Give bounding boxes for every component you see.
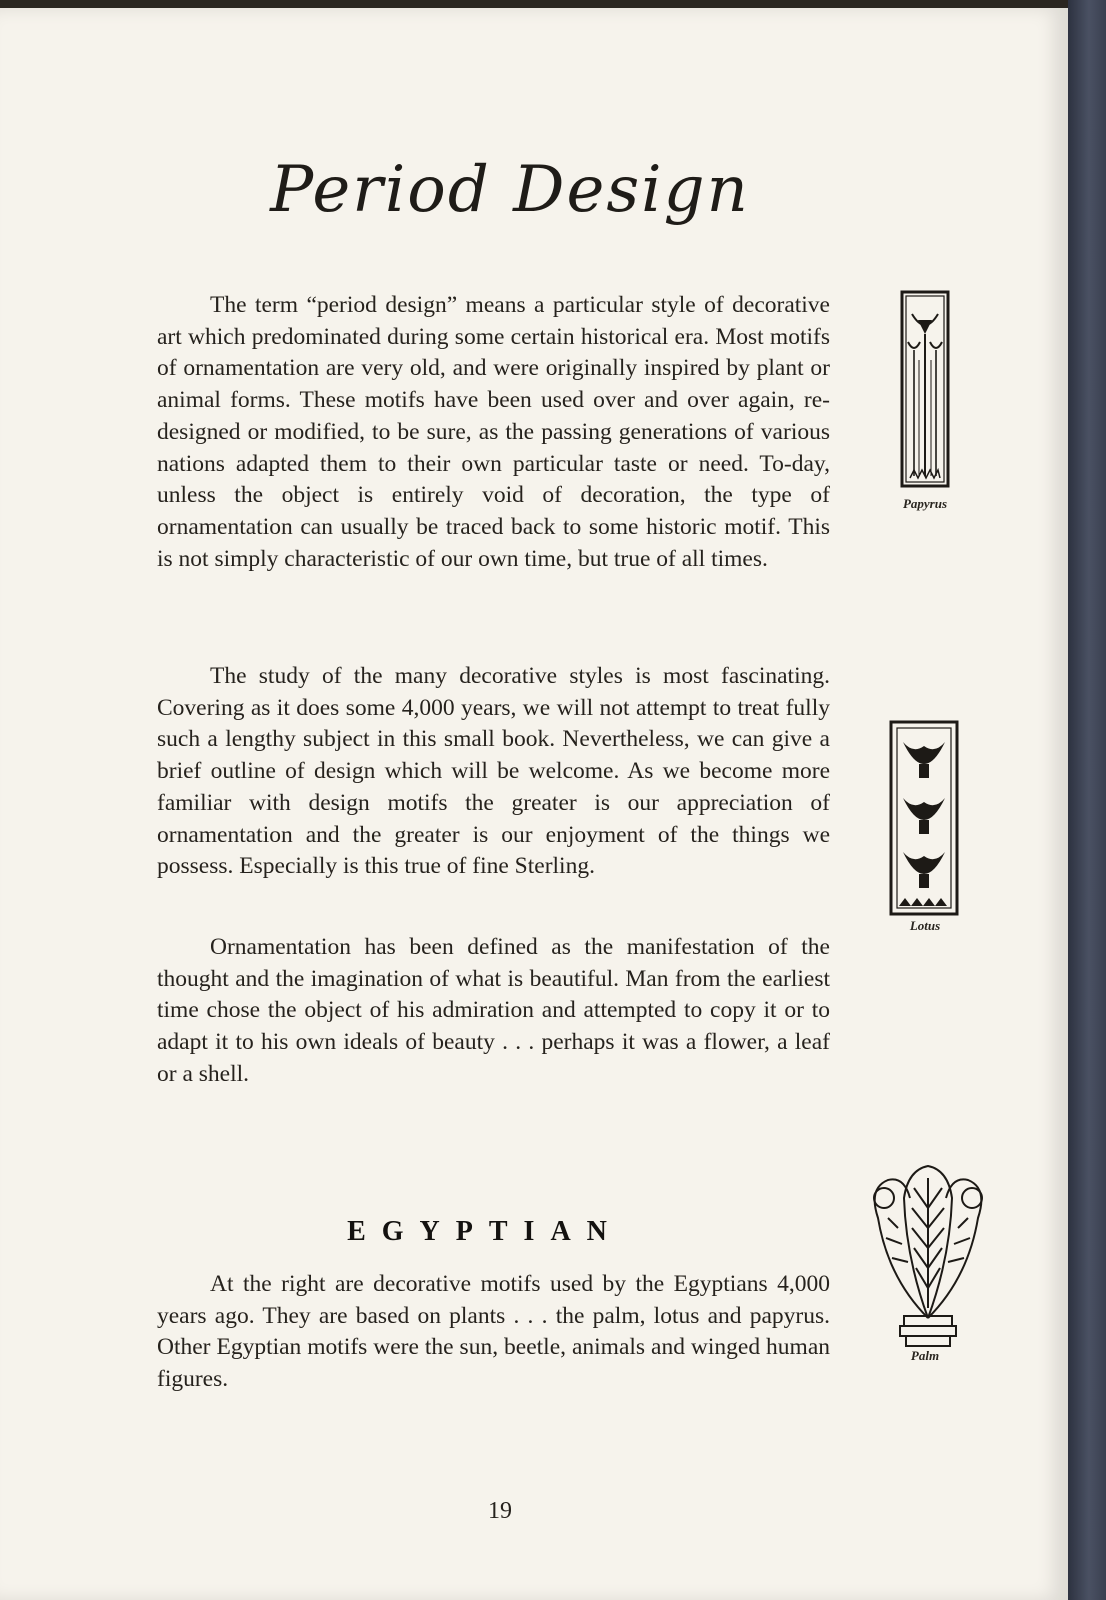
palm-motif-illustration [858, 1158, 998, 1358]
caption-palm: Palm [910, 1348, 940, 1363]
paragraph-study [157, 661, 830, 883]
paragraph-text: Ornamentation has been defined as the manifestation of the thought and the imagination of what is beautiful. Man from the earliest time chose the object of his admiration and attempted to copy it or to adapt it to his own ideals of beauty . . . perhaps it was a flower, a leaf or a shell. [157, 934, 830, 1087]
papyrus-motif-illustration [900, 290, 950, 490]
paragraph-egyptian [157, 1269, 830, 1396]
caption-lotus: Lotus [909, 918, 941, 933]
paragraph-ornamentation [157, 932, 830, 1091]
lotus-motif-illustration [889, 720, 959, 916]
book-spine-edge [1068, 0, 1106, 1600]
paragraph-text: At the right are decorative motifs used by the Egyptians 4,000 years ago. They are based on plants . . . the palm, lotus and papyrus. Other Egyptian motifs were the sun, beetle, animals and winged human figures. [157, 1271, 830, 1393]
section-heading: EGYPTIAN [347, 1216, 623, 1247]
paragraph-intro [157, 290, 830, 575]
book-page [0, 8, 1068, 1600]
book-top-edge [0, 0, 1106, 8]
caption-papyrus: Papyrus [902, 496, 948, 511]
page-title: Period Design [270, 153, 750, 227]
paragraph-text: The term “period design” means a particular style of decorative art which predominated during some certain historical era. Most motifs of ornamentation are very old, and were originally inspired by plant or animal forms. These motifs have been used over and over again, re-designed or modified, to be sure, as the passing generations of various nations adapted them to their own particular taste or need. To-day, unless the object is entirely void of decoration, the type of ornamentation can usually be traced back to some historic motif. This is not simply characteristic of our own time, but true of all times. [157, 292, 830, 572]
paragraph-text: The study of the many decorative styles is most fascinating. Covering as it does some 4,000 years, we will not attempt to treat fully such a lengthy subject in this small book. Nevertheless, we can give a brief outline of design which will be welcome. As we become more familiar with design motifs the greater is our appreciation of ornamentation and the greater is our enjoyment of the things we possess. Especially is this true of fine Sterling. [157, 663, 830, 880]
page-number: 19 [488, 1498, 512, 1524]
